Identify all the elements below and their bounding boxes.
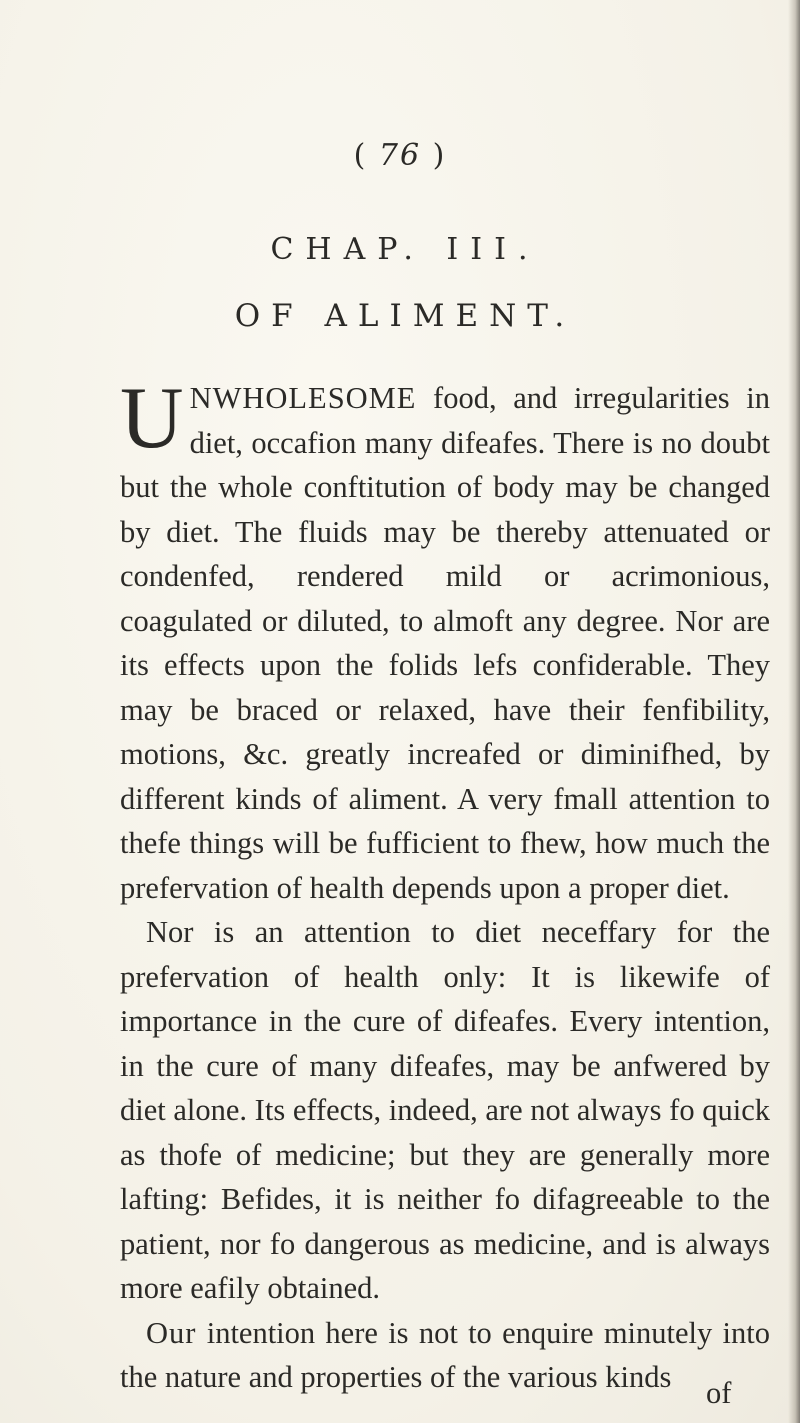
chapter-label: CHAP. III. xyxy=(270,232,540,267)
body-text xyxy=(120,370,770,1400)
paragraph-2-text: Nor is an attention to diet neceffary for the prefervation of health only: It is likewife of importance in the cure of difeafes. Every intention, in the cure of many difeafes, may be anfwered by diet alone. Its effects, indeed, are not always fo quick as thofe of medicine; but they are generally more lafting: Befides, it is neither fo difagreeable to the patient, nor fo dangerous as medicine, and is always more eafily obtained. xyxy=(120,915,770,1305)
chapter-title: OF ALIMENT. xyxy=(234,298,576,334)
page-edge-shadow xyxy=(788,0,800,1423)
paragraph-3 xyxy=(120,1311,770,1400)
drop-cap: U xyxy=(120,370,184,467)
page-number-close: ) xyxy=(432,138,447,173)
paragraph-1-text: food, and irregularities in diet, occafion many difeafes. There is no doubt but the whole conftitution of body may be changed by diet. The fluids may be thereby attenuated or condenfed, rendered mild or acrimonious, coagulated or diluted, to almoft any degree. Nor are its effects upon the folids lefs confiderable. They may be braced or relaxed, have their fenfibility, motions, &c. greatly increafed or diminifhed, by different kinds of aliment. A very fmall attention to thefe things will be fufficient to fhew, how much the prefervation of health depends upon a proper diet. xyxy=(120,381,770,905)
paragraph-1-lead: NWHOLESOME xyxy=(189,381,417,415)
paragraph-2 xyxy=(120,910,770,1311)
page-number-open: ( xyxy=(353,138,368,173)
page-number-value: 76 xyxy=(378,138,422,173)
paragraph-3-lead: Our xyxy=(146,1315,197,1350)
page-number xyxy=(0,138,800,173)
catchword: of xyxy=(706,1376,732,1410)
paragraph-3-text: intention here is not to enquire minutely into the nature and properties of the various kinds xyxy=(120,1315,770,1394)
paragraph-1 xyxy=(120,370,770,910)
